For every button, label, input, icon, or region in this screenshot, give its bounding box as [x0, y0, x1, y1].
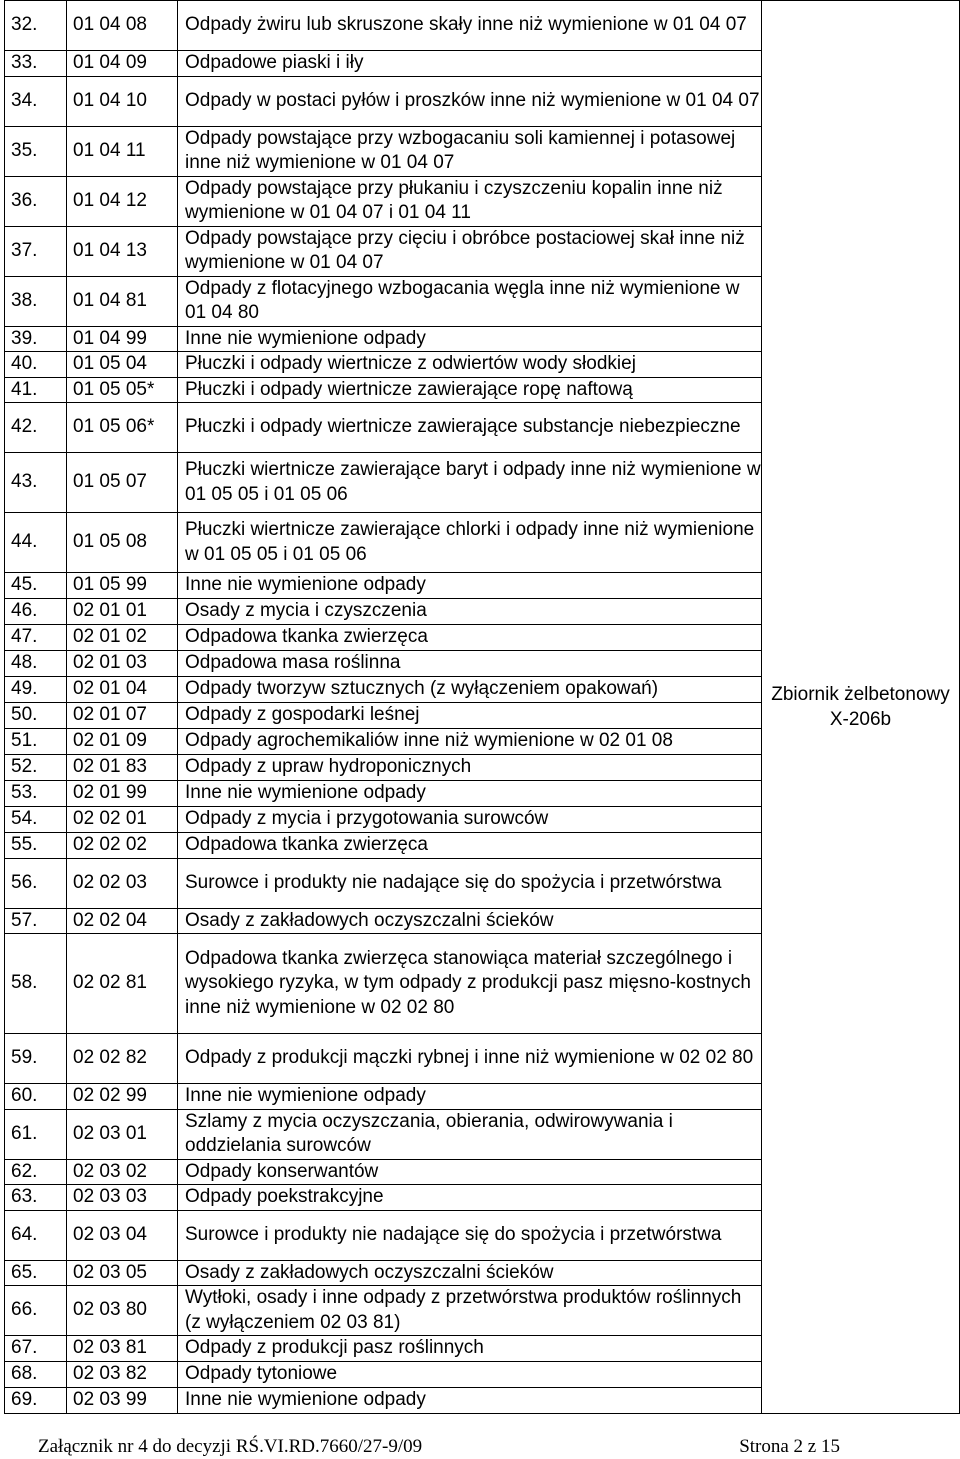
- waste-description: Odpady agrochemikaliów inne niż wymienione w 02 01 08: [178, 728, 762, 754]
- waste-code: 02 01 04: [67, 676, 178, 702]
- row-number: 56.: [5, 858, 67, 908]
- row-number: 34.: [5, 76, 67, 126]
- waste-code: 01 04 11: [67, 126, 178, 176]
- waste-description: Odpadowa tkanka zwierzęca stanowiąca materiał szczególnego i wysokiego ryzyka, w tym odpady z produkcji pasz mięsno-kostnych inne niż wymienione w 02 02 80: [178, 934, 762, 1034]
- waste-description: Inne nie wymienione odpady: [178, 1084, 762, 1110]
- waste-code: 02 03 05: [67, 1260, 178, 1286]
- row-number: 63.: [5, 1185, 67, 1211]
- row-number: 47.: [5, 624, 67, 650]
- waste-description: Odpady z produkcji pasz roślinnych: [178, 1336, 762, 1362]
- waste-description: Odpady z upraw hydroponicznych: [178, 754, 762, 780]
- waste-description: Inne nie wymienione odpady: [178, 573, 762, 599]
- waste-code: 02 01 03: [67, 650, 178, 676]
- row-number: 66.: [5, 1286, 67, 1336]
- waste-code: 02 03 02: [67, 1159, 178, 1185]
- row-number: 49.: [5, 676, 67, 702]
- waste-description: Odpady z mycia i przygotowania surowców: [178, 806, 762, 832]
- row-number: 35.: [5, 126, 67, 176]
- row-number: 40.: [5, 352, 67, 378]
- waste-description: Inne nie wymienione odpady: [178, 780, 762, 806]
- waste-description: Inne nie wymienione odpady: [178, 1387, 762, 1413]
- row-number: 50.: [5, 702, 67, 728]
- waste-code: 02 03 01: [67, 1109, 178, 1159]
- waste-description: Odpadowe piaski i iły: [178, 51, 762, 77]
- waste-code: 02 03 80: [67, 1286, 178, 1336]
- waste-description: Odpady poekstrakcyjne: [178, 1185, 762, 1211]
- row-number: 44.: [5, 513, 67, 573]
- waste-code: 01 04 99: [67, 326, 178, 352]
- row-number: 48.: [5, 650, 67, 676]
- waste-code: 01 05 08: [67, 513, 178, 573]
- waste-code: 01 05 04: [67, 352, 178, 378]
- row-number: 61.: [5, 1109, 67, 1159]
- storage-location: Zbiornik żelbetonowy X-206b: [762, 1, 960, 1414]
- row-number: 62.: [5, 1159, 67, 1185]
- row-number: 37.: [5, 226, 67, 276]
- footer-attachment-ref: Załącznik nr 4 do decyzji RŚ.VI.RD.7660/27-9/09: [38, 1436, 423, 1457]
- waste-description: Odpady tytoniowe: [178, 1362, 762, 1388]
- waste-code: 02 02 01: [67, 806, 178, 832]
- row-number: 46.: [5, 598, 67, 624]
- waste-description: Odpady z gospodarki leśnej: [178, 702, 762, 728]
- row-number: 45.: [5, 573, 67, 599]
- row-number: 58.: [5, 934, 67, 1034]
- waste-description: Odpadowa tkanka zwierzęca: [178, 624, 762, 650]
- waste-code: 02 02 81: [67, 934, 178, 1034]
- row-number: 68.: [5, 1362, 67, 1388]
- waste-description: Osady z mycia i czyszczenia: [178, 598, 762, 624]
- waste-description: Płuczki wiertnicze zawierające chlorki i odpady inne niż wymienione w 01 05 05 i 01 05 06: [178, 513, 762, 573]
- waste-code: 02 02 02: [67, 832, 178, 858]
- row-number: 52.: [5, 754, 67, 780]
- row-number: 51.: [5, 728, 67, 754]
- row-number: 33.: [5, 51, 67, 77]
- row-number: 32.: [5, 1, 67, 51]
- waste-description: Odpady powstające przy płukaniu i czyszczeniu kopalin inne niż wymienione w 01 04 07 i 01 04 11: [178, 176, 762, 226]
- waste-description: Odpadowa tkanka zwierzęca: [178, 832, 762, 858]
- waste-code: 01 05 06*: [67, 403, 178, 453]
- waste-description: Płuczki i odpady wiertnicze zawierające ropę naftową: [178, 377, 762, 403]
- waste-code: 02 01 09: [67, 728, 178, 754]
- waste-description: Odpady z produkcji mączki rybnej i inne niż wymienione w 02 02 80: [178, 1034, 762, 1084]
- waste-description: Surowce i produkty nie nadające się do spożycia i przetwórstwa: [178, 858, 762, 908]
- waste-code: 02 01 02: [67, 624, 178, 650]
- waste-code: 02 03 03: [67, 1185, 178, 1211]
- waste-description: Odpady konserwantów: [178, 1159, 762, 1185]
- waste-description: Surowce i produkty nie nadające się do spożycia i przetwórstwa: [178, 1210, 762, 1260]
- row-number: 60.: [5, 1084, 67, 1110]
- waste-code: 02 02 03: [67, 858, 178, 908]
- row-number: 64.: [5, 1210, 67, 1260]
- waste-description: Inne nie wymienione odpady: [178, 326, 762, 352]
- waste-description: Szlamy z mycia oczyszczania, obierania, odwirowywania i oddzielania surowców: [178, 1109, 762, 1159]
- waste-description: Odpady w postaci pyłów i proszków inne niż wymienione w 01 04 07: [178, 76, 762, 126]
- waste-code: 01 04 08: [67, 1, 178, 51]
- waste-table: [4, 0, 960, 1414]
- waste-code: 02 01 01: [67, 598, 178, 624]
- waste-code: 02 02 99: [67, 1084, 178, 1110]
- waste-description: Odpady z flotacyjnego wzbogacania węgla inne niż wymienione w 01 04 80: [178, 276, 762, 326]
- row-number: 67.: [5, 1336, 67, 1362]
- waste-description: Odpady powstające przy cięciu i obróbce postaciowej skał inne niż wymienione w 01 04 07: [178, 226, 762, 276]
- waste-description: Osady z zakładowych oczyszczalni ścieków: [178, 1260, 762, 1286]
- waste-code: 02 02 82: [67, 1034, 178, 1084]
- row-number: 65.: [5, 1260, 67, 1286]
- waste-code: 02 01 83: [67, 754, 178, 780]
- waste-code: 01 04 81: [67, 276, 178, 326]
- row-number: 43.: [5, 453, 67, 513]
- waste-code: 02 01 07: [67, 702, 178, 728]
- waste-code: 02 03 99: [67, 1387, 178, 1413]
- row-number: 41.: [5, 377, 67, 403]
- waste-code: 01 05 99: [67, 573, 178, 599]
- waste-description: Płuczki wiertnicze zawierające baryt i odpady inne niż wymienione w 01 05 05 i 01 05 06: [178, 453, 762, 513]
- waste-description: Odpady tworzyw sztucznych (z wyłączeniem opakowań): [178, 676, 762, 702]
- row-number: 69.: [5, 1387, 67, 1413]
- row-number: 36.: [5, 176, 67, 226]
- row-number: 39.: [5, 326, 67, 352]
- waste-code: 01 05 07: [67, 453, 178, 513]
- waste-code: 01 04 12: [67, 176, 178, 226]
- waste-code: 02 03 82: [67, 1362, 178, 1388]
- row-number: 59.: [5, 1034, 67, 1084]
- waste-description: Płuczki i odpady wiertnicze zawierające substancje niebezpieczne: [178, 403, 762, 453]
- waste-code: 02 03 04: [67, 1210, 178, 1260]
- waste-table-body: [5, 1, 960, 1414]
- row-number: 38.: [5, 276, 67, 326]
- waste-code: 01 04 09: [67, 51, 178, 77]
- row-number: 57.: [5, 908, 67, 934]
- waste-description: Odpady powstające przy wzbogacaniu soli kamiennej i potasowej inne niż wymienione w 01 04 07: [178, 126, 762, 176]
- row-number: 55.: [5, 832, 67, 858]
- waste-description: Osady z zakładowych oczyszczalni ścieków: [178, 908, 762, 934]
- waste-description: Odpady żwiru lub skruszone skały inne niż wymienione w 01 04 07: [178, 1, 762, 51]
- row-number: 42.: [5, 403, 67, 453]
- row-number: 54.: [5, 806, 67, 832]
- waste-code: 01 05 05*: [67, 377, 178, 403]
- row-number: 53.: [5, 780, 67, 806]
- waste-code: 01 04 10: [67, 76, 178, 126]
- waste-code: 02 01 99: [67, 780, 178, 806]
- waste-code: 01 04 13: [67, 226, 178, 276]
- waste-description: Wytłoki, osady i inne odpady z przetwórstwa produktów roślinnych (z wyłączeniem 02 03 81): [178, 1286, 762, 1336]
- waste-description: Odpadowa masa roślinna: [178, 650, 762, 676]
- footer-page-number: Strona 2 z 15: [739, 1436, 840, 1457]
- waste-code: 02 03 81: [67, 1336, 178, 1362]
- waste-description: Płuczki i odpady wiertnicze z odwiertów wody słodkiej: [178, 352, 762, 378]
- waste-code: 02 02 04: [67, 908, 178, 934]
- table-row: [5, 1, 960, 51]
